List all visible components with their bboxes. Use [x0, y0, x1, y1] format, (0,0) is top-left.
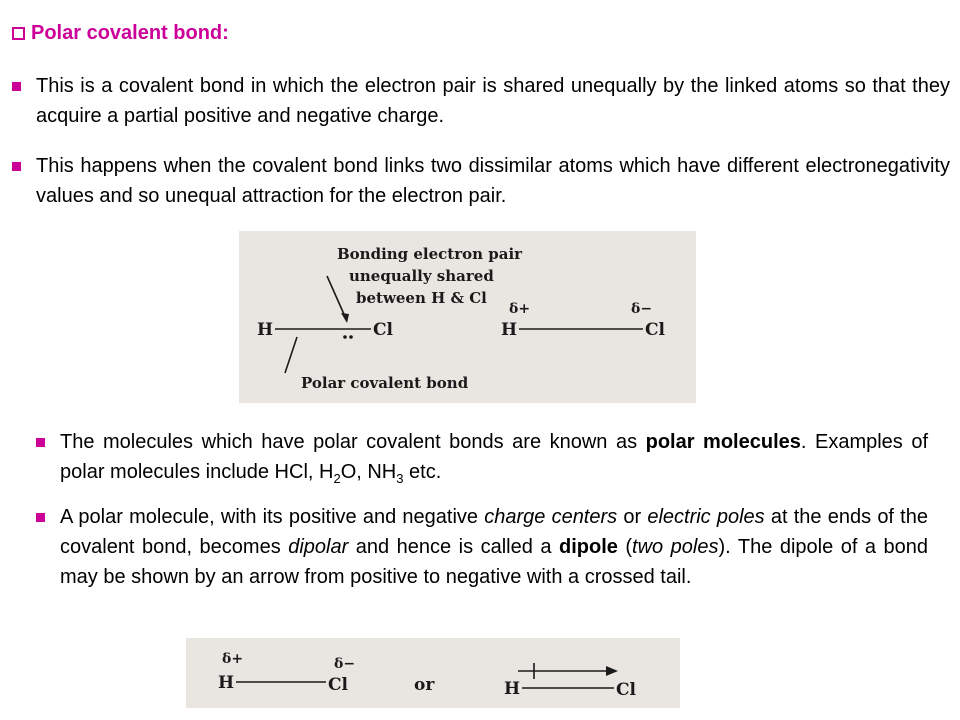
- cl-atom: Cl: [645, 320, 665, 340]
- heading-title: Polar covalent bond:: [31, 22, 229, 44]
- paragraph-definition: This is a covalent bond in which the electron pair is shared unequally by the linked atoms so that they acquire a partial positive and negative charge.: [36, 75, 950, 127]
- caption: Polar covalent bond: [301, 374, 469, 392]
- pointer-arrowhead-top: [341, 313, 349, 323]
- h-atom: H: [501, 320, 518, 340]
- delta-minus: δ−: [334, 656, 356, 672]
- cl-atom: Cl: [373, 320, 393, 340]
- h-atom: H: [218, 673, 235, 693]
- electron-dot: [349, 335, 353, 339]
- label-line2: unequally shared: [349, 267, 494, 285]
- or-text: or: [414, 675, 435, 695]
- dipole-arrowhead: [606, 666, 618, 676]
- polar-bond-diagram: [239, 231, 696, 403]
- delta-minus: δ−: [631, 301, 653, 317]
- hollow-square-bullet-icon: [12, 27, 25, 40]
- electron-dot: [343, 335, 347, 339]
- pointer-line-bottom: [285, 337, 297, 373]
- delta-plus: δ+: [222, 651, 244, 667]
- section-heading: [12, 22, 229, 45]
- h-atom: H: [257, 320, 274, 340]
- label-line3: between H & Cl: [356, 289, 487, 307]
- cl-atom: Cl: [616, 680, 636, 700]
- square-bullet-icon: [12, 82, 21, 91]
- square-bullet-icon: [12, 162, 21, 171]
- paragraph-electronegativity: This happens when the covalent bond links two dissimilar atoms which have different electronegativity values and so unequal attraction for the electron pair.: [36, 155, 950, 207]
- paragraph-dipole: A polar molecule, with its positive and negative charge centers or electric poles at the ends of the covalent bond, becomes dipolar and hence is called a dipole (two poles). The dipole of a bond may be shown by an arrow from positive to negative with a crossed tail.: [60, 506, 929, 588]
- delta-plus: δ+: [509, 301, 531, 317]
- cl-atom: Cl: [328, 675, 348, 695]
- square-bullet-icon: [36, 438, 45, 447]
- square-bullet-icon: [36, 513, 45, 522]
- dipole-notation-diagram: [186, 638, 680, 708]
- paragraph-polar-molecules: The molecules which have polar covalent bonds are known as polar molecules. Examples of polar molecules include HCl, $H_2O$, $NH_3$ etc.: [60, 431, 929, 486]
- h-atom: H: [504, 679, 521, 699]
- label-line1: Bonding electron pair: [337, 245, 523, 263]
